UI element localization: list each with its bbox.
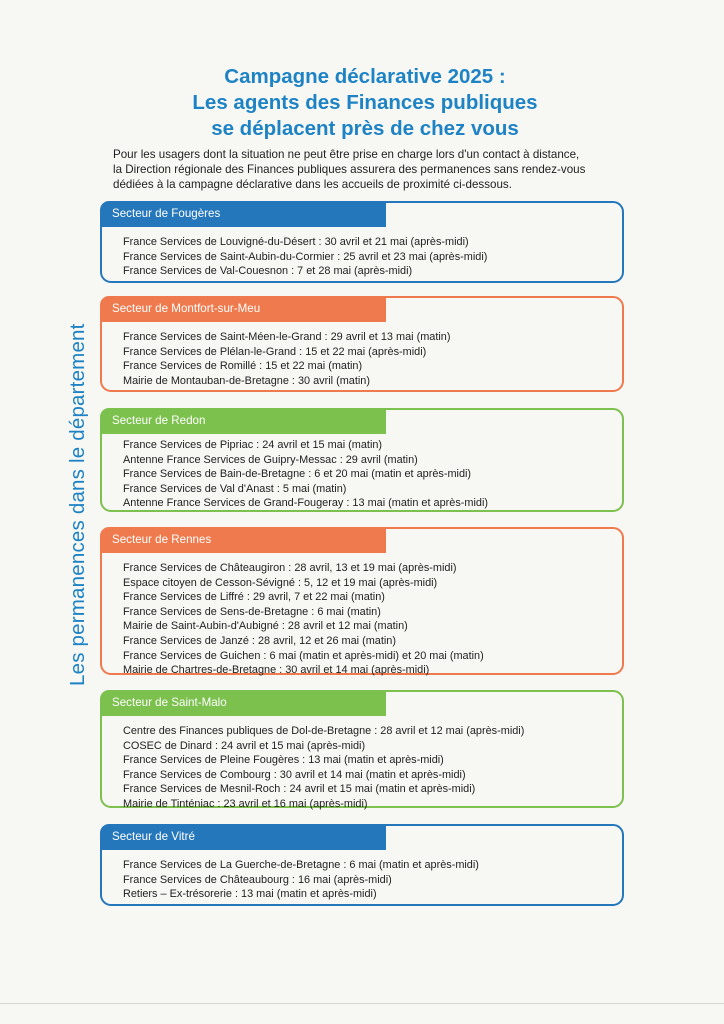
list-item: France Services de Sens-de-Bretagne : 6 mai (matin) [123,605,381,618]
sector-fougeres [100,201,624,283]
list-item: Centre des Finances publiques de Dol-de-Bretagne : 28 avril et 12 mai (après-midi) [123,725,525,737]
title-line-3: se déplacent près de chez vous [211,117,519,140]
sector-montfort-sur-meu [100,296,624,392]
list-item: Mairie de Montauban-de-Bretagne : 30 avril (matin) [123,374,370,387]
side-label: Les permanences dans le département [66,323,89,686]
list-item: Antenne France Services de Guipry-Messac : 29 avril (matin) [123,453,418,466]
sector-header: Secteur de Redon [100,408,386,434]
list-item: France Services de Combourg : 30 avril et 14 mai (matin et après-midi) [123,768,466,781]
list-item: France Services de Plélan-le-Grand : 15 et 22 mai (après-midi) [123,345,427,358]
sector-vitre [100,824,624,906]
page-edge-divider [0,1003,724,1004]
title-line-1: Campagne déclarative 2025 : [224,65,506,88]
list-item: Espace citoyen de Cesson-Sévigné : 5, 12 et 19 mai (après-midi) [123,576,438,589]
list-item: France Services de Guichen : 6 mai (matin et après-midi) et 20 mai (matin) [123,649,484,662]
list-item: France Services de Châteaugiron : 28 avril, 13 et 19 mai (après-midi) [123,562,457,574]
list-item: Retiers – Ex-trésorerie : 13 mai (matin et après-midi) [123,888,377,901]
intro-paragraph [113,147,633,192]
list-item: France Services de Saint-Méen-le-Grand : 29 avril et 13 mai (matin) [123,331,451,343]
sector-list [123,438,488,511]
sector-list [123,561,484,678]
intro-line-3: dédiées à la campagne déclarative dans les accueils de proximité ci-dessous. [113,178,512,191]
intro-line-1: Pour les usagers dont la situation ne peut être prise en charge lors d'un contact à distance, [113,148,580,161]
list-item: Mairie de Tinténiac : 23 avril et 16 mai (après-midi) [123,797,368,810]
list-item: France Services de Bain-de-Bretagne : 6 et 20 mai (matin et après-midi) [123,468,472,481]
sector-saint-malo [100,690,624,808]
sector-list [123,724,524,812]
page-title [100,64,630,142]
list-item: Mairie de Saint-Aubin-d'Aubigné : 28 avril et 12 mai (matin) [123,620,408,633]
list-item: Antenne France Services de Grand-Fougeray : 13 mai (matin et après-midi) [123,497,488,510]
sector-redon [100,408,624,512]
list-item: COSEC de Dinard : 24 avril et 15 mai (après-midi) [123,739,366,752]
sector-list [123,858,479,902]
title-line-2: Les agents des Finances publiques [192,91,538,114]
sector-rennes [100,527,624,675]
list-item: France Services de Pleine Fougères : 13 mai (matin et après-midi) [123,754,444,767]
sector-list [123,330,450,388]
list-item: France Services de Pipriac : 24 avril et 15 mai (matin) [123,439,383,451]
list-item: France Services de Romillé : 15 et 22 mai (matin) [123,360,363,373]
sector-header: Secteur de Vitré [100,824,386,850]
list-item: France Services de Val-Couesnon : 7 et 28 mai (après-midi) [123,265,413,278]
list-item: France Services de La Guerche-de-Bretagne : 6 mai (matin et après-midi) [123,859,479,871]
intro-line-2: la Direction régionale des Finances publiques assurera des permanences sans rendez-vous [113,163,586,176]
sector-header: Secteur de Montfort-sur-Meu [100,296,386,322]
sector-header: Secteur de Saint-Malo [100,690,386,716]
sector-header: Secteur de Fougères [100,201,386,227]
list-item: France Services de Val d'Anast : 5 mai (matin) [123,482,347,495]
list-item: France Services de Liffré : 29 avril, 7 et 22 mai (matin) [123,591,385,604]
list-item: France Services de Châteaubourg : 16 mai (après-midi) [123,873,392,886]
list-item: France Services de Mesnil-Roch : 24 avril et 15 mai (matin et après-midi) [123,783,476,796]
list-item: France Services de Louvigné-du-Désert : 30 avril et 21 mai (après-midi) [123,236,469,248]
list-item: France Services de Saint-Aubin-du-Cormier : 25 avril et 23 mai (après-midi) [123,250,488,263]
list-item: France Services de Janzé : 28 avril, 12 et 26 mai (matin) [123,634,396,647]
list-item: Mairie de Chartres-de-Bretagne : 30 avril et 14 mai (après-midi) [123,664,430,677]
sector-list [123,235,487,279]
sector-header: Secteur de Rennes [100,527,386,553]
